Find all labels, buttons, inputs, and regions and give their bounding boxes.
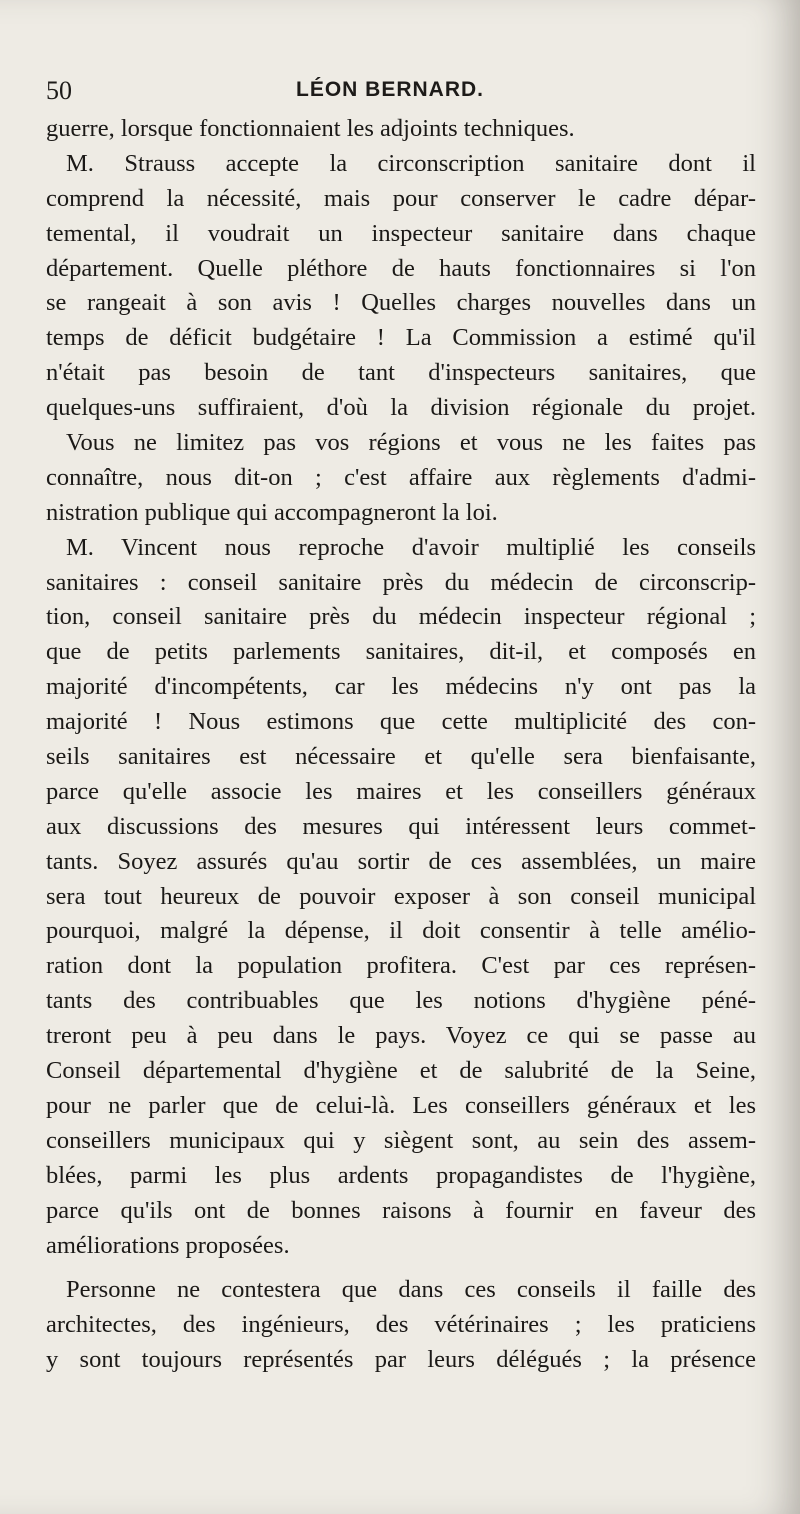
text-line: pourquoi, malgré la dépense, il doit consentir à telle amélio- (46, 917, 756, 945)
text-line: quelques-uns suffiraient, d'où la division régionale du projet. (46, 394, 756, 422)
text-line: architectes, des ingénieurs, des vétérinaires ; les praticiens (46, 1311, 756, 1339)
text-line: pour ne parler que de celui-là. Les conseillers généraux et les (46, 1091, 756, 1119)
text-line: sera tout heureux de pouvoir exposer à son conseil municipal (46, 882, 756, 910)
paragraph (46, 531, 756, 1264)
paragraph (46, 426, 756, 531)
text-line: parce qu'ils ont de bonnes raisons à fournir en faveur des (46, 1196, 756, 1224)
text-line: que de petits parlements sanitaires, dit-il, et composés en (46, 638, 756, 666)
paragraph (46, 1273, 756, 1378)
text-line: blées, parmi les plus ardents propagandistes de l'hygiène, (46, 1161, 756, 1189)
text-line: temental, il voudrait un inspecteur sanitaire dans chaque (46, 219, 756, 247)
text-line: temps de déficit budgétaire ! La Commission a estimé qu'il (46, 324, 756, 352)
text-line: comprend la nécessité, mais pour conserver le cadre dépar- (46, 184, 756, 212)
text-line: M. Strauss accepte la circonscription sanitaire dont il (66, 149, 756, 177)
text-line: Vous ne limitez pas vos régions et vous ne les faites pas (66, 429, 756, 457)
text-line: majorité d'incompétents, car les médecins n'y ont pas la (46, 673, 756, 701)
text-line: Personne ne contestera que dans ces conseils il faille des (66, 1276, 756, 1304)
page-header (46, 74, 746, 108)
paragraph (46, 112, 756, 147)
paragraph (46, 147, 756, 426)
text-line: n'était pas besoin de tant d'inspecteurs sanitaires, que (46, 359, 756, 387)
text-line: guerre, lorsque fonctionnaient les adjoints techniques. (46, 115, 575, 142)
paragraph-gap (46, 1263, 756, 1273)
text-line: y sont toujours représentés par leurs délégués ; la présence (46, 1346, 756, 1374)
page-number: 50 (46, 76, 72, 105)
running-head: LÉON BERNARD. (296, 78, 485, 101)
text-line: sanitaires : conseil sanitaire près du médecin de circonscrip- (46, 568, 756, 596)
text-line: conseillers municipaux qui y siègent sont, au sein des assem- (46, 1126, 756, 1154)
text-line: améliorations proposées. (46, 1231, 290, 1259)
text-line: département. Quelle pléthore de hauts fonctionnaires si l'on (46, 254, 756, 282)
text-line: treront peu à peu dans le pays. Voyez ce qui se passe au (46, 1022, 756, 1050)
text-line: se rangeait à son avis ! Quelles charges nouvelles dans un (46, 289, 756, 317)
text-line: tants. Soyez assurés qu'au sortir de ces assemblées, un maire (46, 847, 756, 875)
body-text (46, 112, 756, 1378)
text-line: nistration publique qui accompagneront la loi. (46, 498, 498, 526)
text-line: aux discussions des mesures qui intéressent leurs commet- (46, 812, 756, 840)
text-line: majorité ! Nous estimons que cette multiplicité des con- (46, 708, 756, 736)
text-line: connaître, nous dit-on ; c'est affaire aux règlements d'admi- (46, 463, 756, 491)
text-line: ration dont la population profitera. C'est par ces représen- (46, 952, 756, 980)
text-line: parce qu'elle associe les maires et les conseillers généraux (46, 777, 756, 805)
text-line: seils sanitaires est nécessaire et qu'elle sera bienfaisante, (46, 743, 756, 771)
text-line: M. Vincent nous reproche d'avoir multiplié les conseils (66, 533, 756, 561)
text-line: Conseil départemental d'hygiène et de salubrité de la Seine, (46, 1057, 756, 1085)
text-line: tants des contribuables que les notions d'hygiène péné- (46, 987, 756, 1015)
text-line: tion, conseil sanitaire près du médecin inspecteur régional ; (46, 603, 756, 631)
